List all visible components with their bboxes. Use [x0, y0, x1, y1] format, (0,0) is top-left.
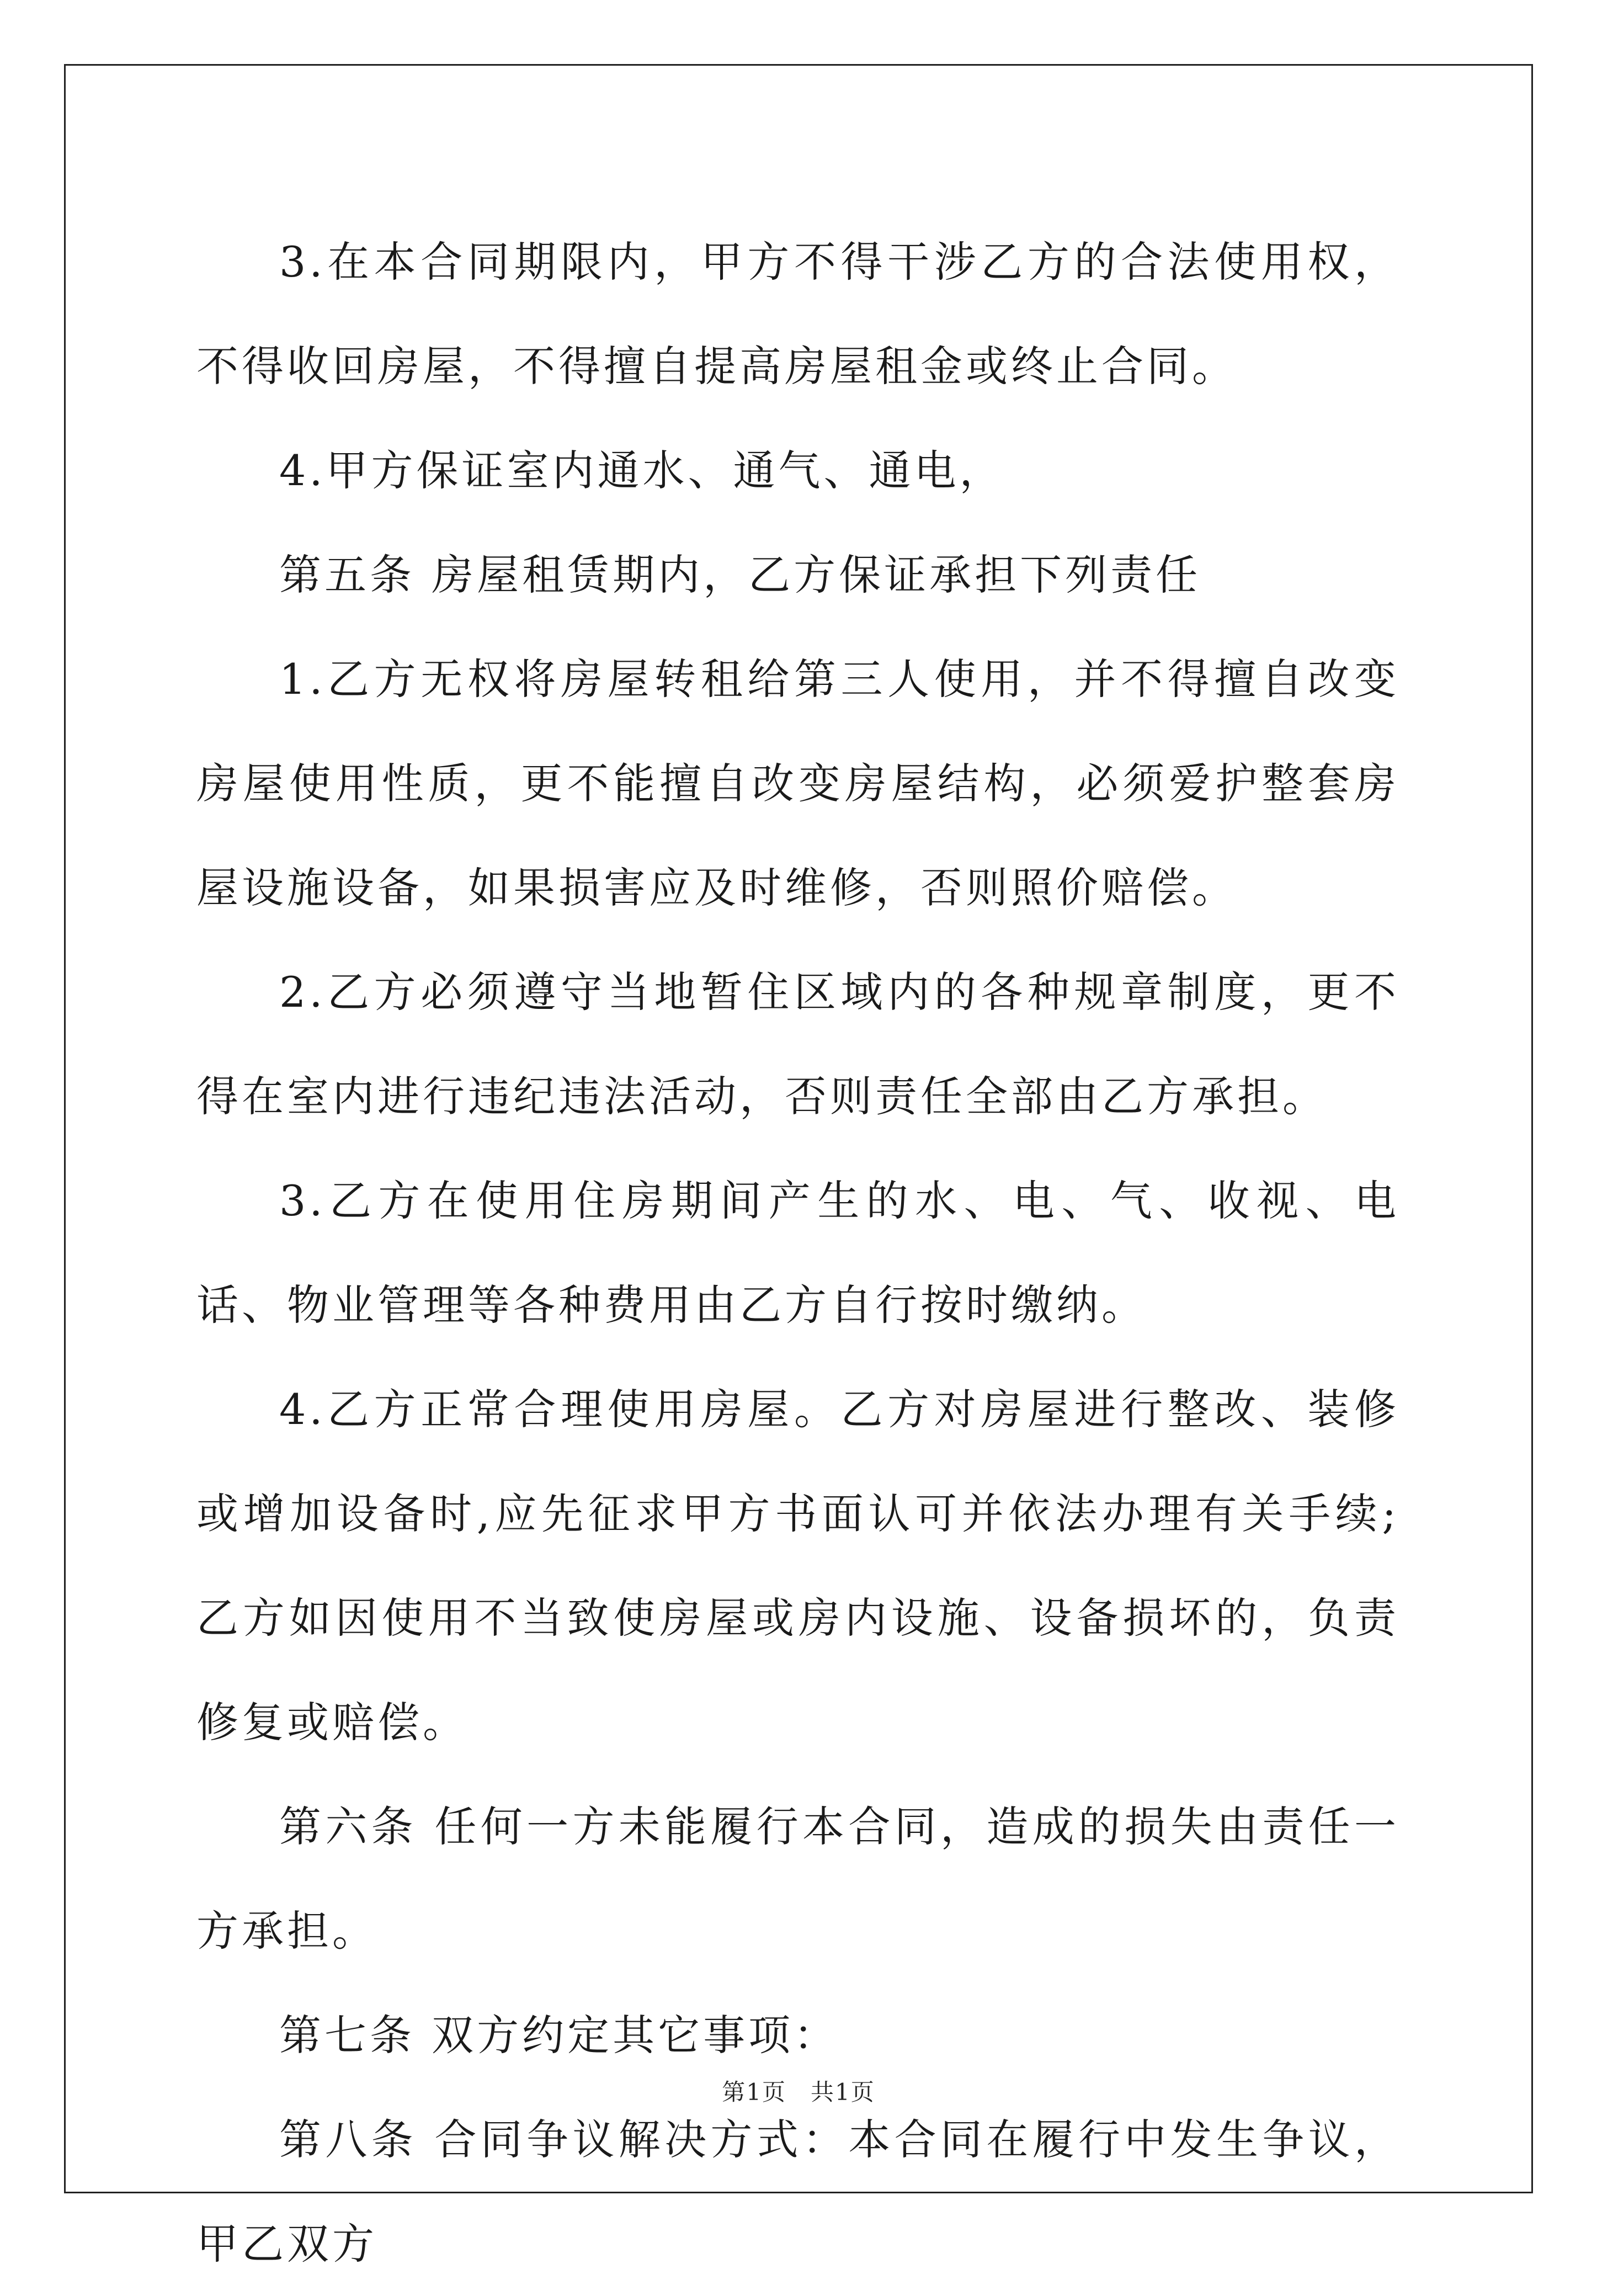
- paragraph-tenant-clause-4: 4.乙方正常合理使用房屋。乙方对房屋进行整改、装修或增加设备时,应先征求甲方书面认可并依法办理有关手续;乙方如因使用不当致使房屋或房内设施、设备损坏的，负责修复或赔偿。: [196, 1385, 1399, 1747]
- paragraph-article-5-heading: 第五条 房屋租赁期内，乙方保证承担下列责任: [279, 550, 1201, 599]
- paragraph-article-6: 第六条 任何一方未能履行本合同，造成的损失由责任一方承担。: [196, 1802, 1399, 1955]
- page-number-total: 共1页: [811, 2079, 875, 2106]
- paragraph-article-8: 第八条 合同争议解决方式：本合同在履行中发生争议，甲乙双方: [196, 2115, 1399, 2268]
- page-number-current: 第1页: [722, 2079, 786, 2106]
- paragraph-landlord-clause-4: 4.甲方保证室内通水、通气、通电，: [279, 446, 1005, 495]
- paragraph-article-7: 第七条 双方约定其它事项：: [279, 2011, 839, 2060]
- paragraph-tenant-clause-3: 3.乙方在使用住房期间产生的水、电、气、收视、电话、物业管理等各种费用由乙方自行按时缴纳。: [196, 1176, 1399, 1330]
- paragraph-tenant-clause-2: 2.乙方必须遵守当地暂住区域内的各种规章制度，更不得在室内进行违纪违法活动，否则责任全部由乙方承担。: [196, 968, 1399, 1121]
- document-body: [196, 210, 1399, 2296]
- paragraph-tenant-clause-1: 1.乙方无权将房屋转租给第三人使用，并不得擅自改变房屋使用性质，更不能擅自改变房屋结构，必须爱护整套房屋设施设备，如果损害应及时维修，否则照价赔偿。: [196, 655, 1399, 912]
- page-footer: [0, 2074, 1597, 2107]
- paragraph-landlord-clause-3: 3.在本合同期限内，甲方不得干涉乙方的合法使用权，不得收回房屋，不得擅自提高房屋租金或终止合同。: [196, 237, 1399, 391]
